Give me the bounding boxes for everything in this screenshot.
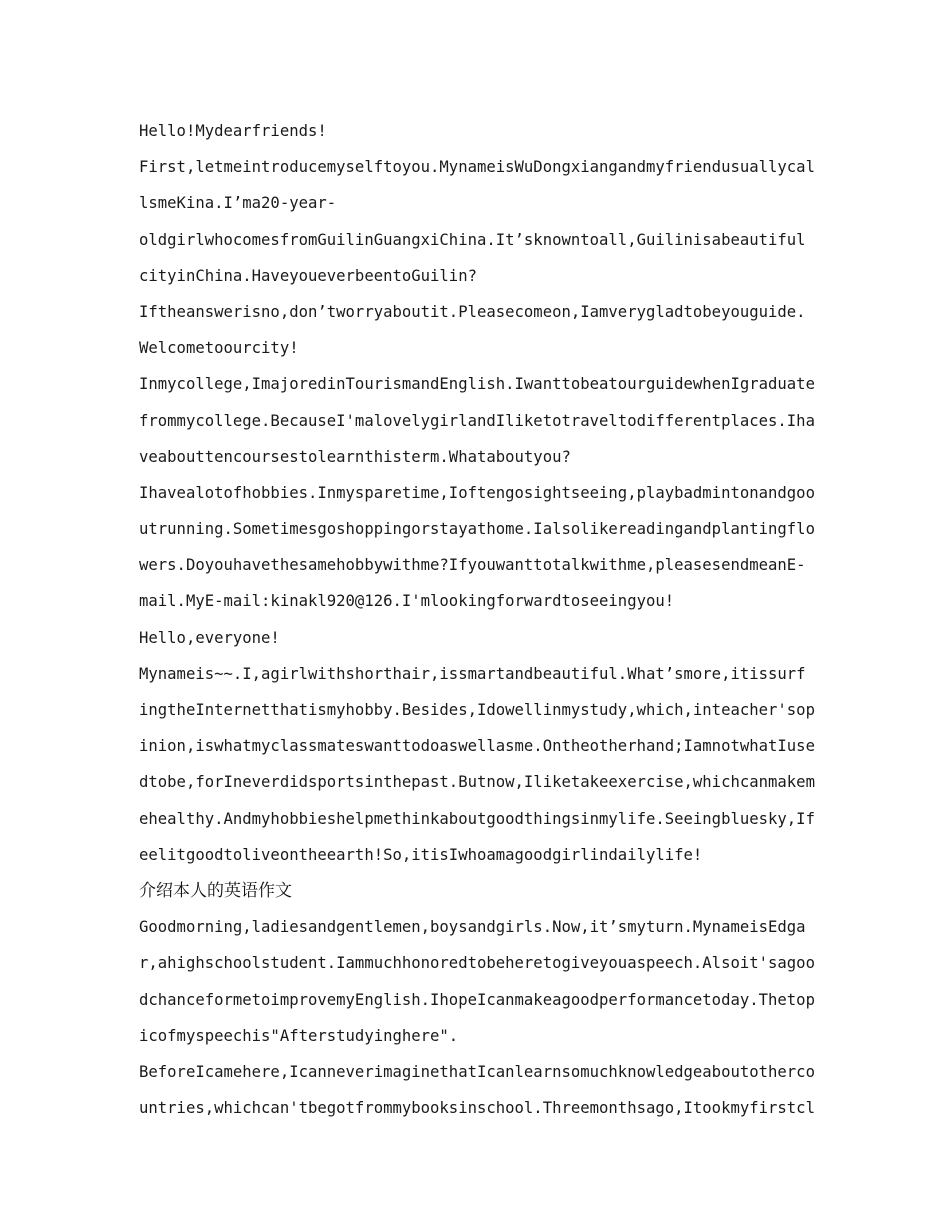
document-body bbox=[139, 113, 819, 1126]
text-line: inion,iswhatmyclassmateswanttodoaswellasme.Ontheotherhand;IamnotwhatIuse bbox=[139, 737, 815, 756]
section-heading: 介绍本人的英语作文 bbox=[139, 880, 292, 901]
text-line: oldgirlwhocomesfromGuilinGuangxiChina.It’sknowntoall,Guilinisabeautiful bbox=[139, 230, 806, 249]
text-line: Goodmorning,ladiesandgentlemen,boysandgirls.Now,it’smyturn.MynameisEdga bbox=[139, 918, 806, 937]
text-line: First,letmeintroducemyselftoyou.MynameisWuDongxiangandmyfriendusuallycal bbox=[139, 158, 815, 177]
text-line: Hello!Mydearfriends! bbox=[139, 122, 327, 140]
text-line: cityinChina.HaveyoueverbeentoGuilin? bbox=[139, 266, 477, 285]
text-line: Mynameis~~.I,agirlwithshorthair,issmartandbeautiful.What’smore,itissurf bbox=[139, 664, 806, 683]
text-line: r,ahighschoolstudent.Iammuchhonoredtobeheretogiveyouaspeech.Alsoit'sagoo bbox=[139, 954, 815, 973]
text-line: wers.Doyouhavethesamehobbywithme?Ifyouwanttotalkwithme,pleasesendmeanE- bbox=[139, 556, 806, 575]
text-line: lsmeKina.I’ma20-year- bbox=[139, 194, 337, 213]
text-line: dtobe,forIneverdidsportsinthepast.Butnow,Iliketakeexercise,whichcanmakem bbox=[139, 773, 815, 792]
text-line: Inmycollege,ImajoredinTourismandEnglish.IwanttobeatourguidewhenIgraduate bbox=[139, 375, 815, 394]
text-line: frommycollege.BecauseI'malovelygirlandIliketotraveltodifferentplaces.Iha bbox=[139, 411, 815, 430]
text-line: Hello,everyone! bbox=[139, 628, 280, 647]
text-line: veabouttencoursestolearnthisterm.Whataboutyou? bbox=[139, 447, 571, 466]
text-line: Welcometoourcity! bbox=[139, 339, 299, 358]
text-line: BeforeIcamehere,IcanneverimaginethatIcanlearnsomuchknowledgeaboutotherco bbox=[139, 1062, 815, 1081]
text-line: eelitgoodtoliveontheearth!So,itisIwhoamagoodgirlindailylife! bbox=[139, 845, 703, 864]
text-line: utrunning.Sometimesgoshoppingorstayathome.Ialsolikereadingandplantingflo bbox=[139, 520, 815, 539]
text-line: Iftheanswerisno,don’tworryaboutit.Pleasecomeon,Iamverygladtobeyouguide. bbox=[139, 302, 806, 321]
text-line: untries,whichcan'tbegotfrommybooksinschool.Threemonthsago,Itookmyfirstcl bbox=[139, 1099, 815, 1118]
text-line: icofmyspeechis"Afterstudyinghere". bbox=[139, 1026, 459, 1045]
text-line: ehealthy.Andmyhobbieshelpmethinkaboutgoodthingsinmylife.Seeingbluesky,If bbox=[139, 809, 815, 828]
text-line: Ihavealotofhobbies.Inmysparetime,Ioftengosightseeing,playbadmintonandgoo bbox=[139, 483, 815, 502]
text-line: dchanceformetoimprovemyEnglish.IhopeIcanmakeagoodperformancetoday.Thetop bbox=[139, 990, 815, 1009]
text-line: mail.MyE-mail:kinakl920@126.I'mlookingforwardtoseeingyou! bbox=[139, 592, 675, 611]
text-line: ingtheInternetthatismyhobby.Besides,Idowellinmystudy,which,inteacher'sop bbox=[139, 701, 815, 719]
